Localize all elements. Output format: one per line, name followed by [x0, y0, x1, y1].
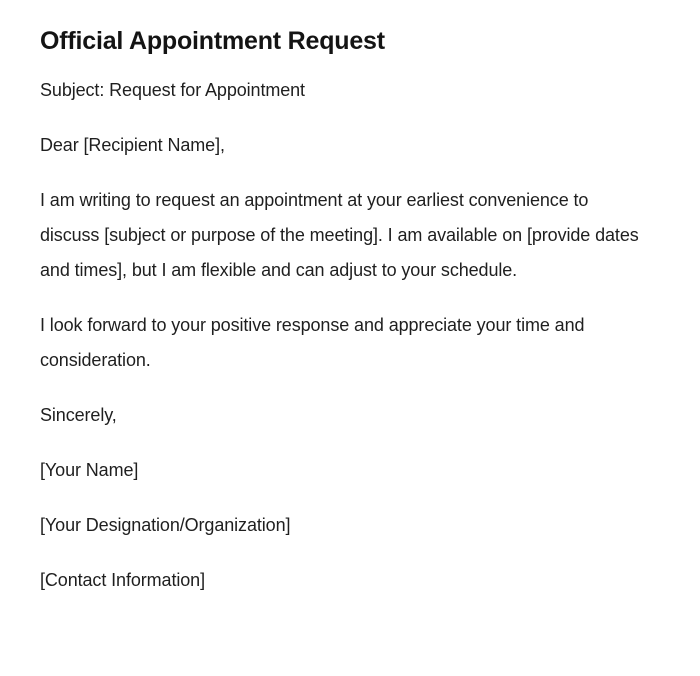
signature-designation: [Your Designation/Organization]	[40, 515, 291, 535]
signature-name: [Your Name]	[40, 460, 139, 480]
body-paragraph-1: I am writing to request an appointment at your earliest convenience to discuss [subject or purpose of the meeting]. I am available on [provide dates and times], but I am flexible and can adjust to your schedule.	[40, 190, 639, 280]
page-title: Official Appointment Request	[40, 27, 385, 55]
signature-contact: [Contact Information]	[40, 570, 205, 590]
salutation: Dear [Recipient Name],	[40, 135, 225, 155]
closing-line: Sincerely,	[40, 405, 117, 425]
subject-line: Subject: Request for Appointment	[40, 80, 305, 100]
body-paragraph-2: I look forward to your positive response and appreciate your time and consideration.	[40, 315, 585, 370]
